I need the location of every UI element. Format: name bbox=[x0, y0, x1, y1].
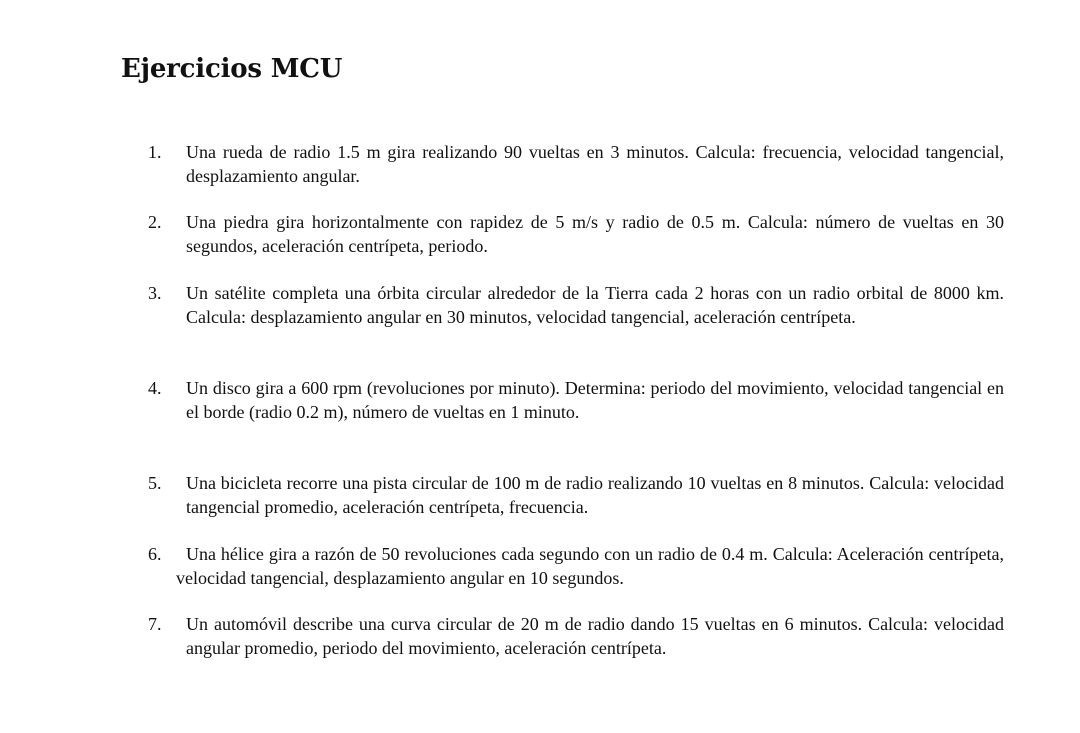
exercise-text: Un disco gira a 600 rpm (revoluciones por minuto). Determina: periodo del movimiento, velocidad tangencial en el borde (radio 0.2 m), número de vueltas en 1 minuto. bbox=[186, 378, 1004, 422]
page-title: Ejercicios MCU bbox=[121, 54, 343, 84]
exercise-text: Una bicicleta recorre una pista circular de 100 m de radio realizando 10 vueltas en 8 minutos. Calcula: velocidad tangencial promedio, aceleración centrípeta, frecuencia. bbox=[186, 473, 1004, 517]
exercise-number: 3. bbox=[148, 283, 162, 303]
exercise-text: Una hélice gira a razón de 50 revoluciones cada segundo con un radio de 0.4 m. Calcula: Aceleración centrípeta, velocidad tangencial, desplazamiento angular en 10 segundos. bbox=[176, 544, 1004, 588]
exercise-text: Un automóvil describe una curva circular de 20 m de radio dando 15 vueltas en 6 minutos. Calcula: velocidad angular promedio, periodo del movimiento, aceleración centrípeta. bbox=[186, 614, 1004, 658]
exercise-number: 2. bbox=[148, 212, 162, 232]
exercise-text: Una rueda de radio 1.5 m gira realizando 90 vueltas en 3 minutos. Calcula: frecuencia, velocidad tangencial, desplazamiento angular. bbox=[186, 142, 1004, 186]
exercise-number: 7. bbox=[148, 614, 162, 634]
exercise-number: 5. bbox=[148, 473, 162, 493]
exercise-text: Un satélite completa una órbita circular alrededor de la Tierra cada 2 horas con un radio orbital de 8000 km. Calcula: desplazamiento angular en 30 minutos, velocidad tangencial, aceleración centrípeta. bbox=[186, 283, 1004, 327]
exercise-number: 4. bbox=[148, 378, 162, 398]
exercise-text: Una piedra gira horizontalmente con rapidez de 5 m/s y radio de 0.5 m. Calcula: número de vueltas en 30 segundos, aceleración centrípeta, periodo. bbox=[186, 212, 1004, 256]
exercise-number: 6. bbox=[148, 544, 162, 564]
exercise-number: 1. bbox=[148, 142, 162, 162]
